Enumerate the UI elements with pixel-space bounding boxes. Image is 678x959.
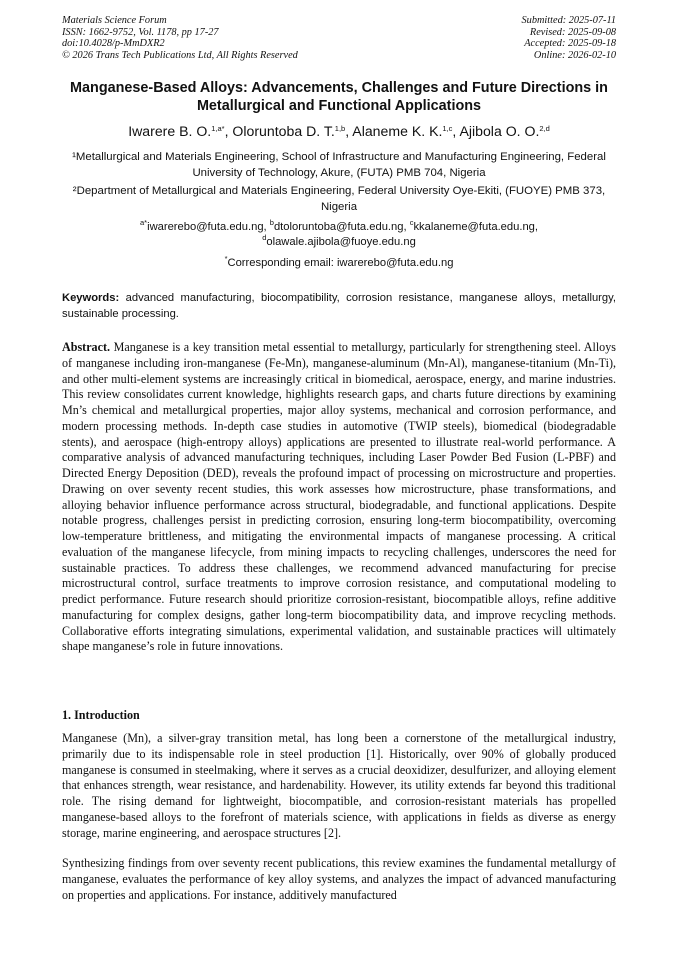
introduction-paragraph-1: Manganese (Mn), a silver-gray transition metal, has long been a cornerstone of the metallurgical industry, primarily due to its indispensable role in steel production [1]. Historically, over 90% of globally produced manganese is consumed in steelmaking, where it serves as a crucial deoxidizer, desulfurizer, and alloying element that enhances strength, wear resistance, and hardenability. However, its utility extends far beyond this traditional role. The rising demand for lightweight, biocompatible, and corrosion-resistant materials has propelled manganese-based alloys to the forefront of materials science, with applications in fields as diverse as energy storage, marine engineering, and aerospace structures [2]. [62, 731, 616, 840]
paper-title: Manganese-Based Alloys: Advancements, Challenges and Future Directions in Metallurgical and Functional Applications [70, 80, 608, 114]
keywords-label: Keywords: [62, 292, 120, 304]
affiliation-1: ¹Metallurgical and Materials Engineering, School of Infrastructure and Manufacturing Engineering, Federal University of Technology, Akure, (FUTA) PMB 704, Nigeria [72, 151, 606, 179]
submitted-date: Submitted: 2025-07-11 [521, 15, 616, 26]
author: Alaneme K. K.$^{1,c}$, [352, 123, 460, 139]
email: $^{a*}$iwarerebo@futa.edu.ng, [139, 218, 270, 233]
issn: ISSN: 1662-9752, Vol. 1178, pp 17-27 [62, 26, 219, 38]
copyright: © 2026 Trans Tech Publications Ltd, All Rights Reserved [62, 49, 298, 61]
keywords-text: advanced manufacturing, biocompatibility, corrosion resistance, manganese alloys, metallurgy, sustainable processing. [62, 292, 616, 320]
email: $^c$kkalaneme@futa.edu.ng, [409, 218, 539, 233]
abstract [62, 340, 616, 655]
introduction-paragraph-2: Synthesizing findings from over seventy recent publications, this review examines the fundamental metallurgy of manganese, evaluates the performance of key alloy systems, and analyzes the impact of advanced manufacturing on properties and applications. For instance, additively manufactured [62, 856, 616, 902]
journal-info [62, 15, 298, 61]
email: $^d$olawale.ajibola@fuoye.edu.ng [262, 232, 416, 248]
section-heading-introduction: 1. Introduction [62, 708, 140, 722]
author-emails [62, 220, 616, 249]
doi: doi:10.4028/p-MmDXR2 [62, 38, 165, 50]
accepted-date: Accepted: 2025-09-18 [524, 38, 616, 50]
journal-name: Materials Science Forum [62, 15, 167, 26]
publication-dates [522, 15, 616, 61]
corresponding-email: *Corresponding email: iwarerebo@futa.edu.ng [224, 254, 454, 269]
abstract-text: Manganese is a key transition metal essential to metallurgy, particularly for strengthening steel. Alloys of manganese including iron-manganese (Fe-Mn), manganese-aluminum (Mn-Al), manganese-titanium (Mn-Ti), and other multi-element systems are increasingly critical in biomedical, aerospace, energy, and marine industries. This review consolidates current knowledge, highlights research gaps, and charts future directions by examining Mn’s chemical and metallurgical properties, major alloy systems, mechanical and corrosion performance, and modern processing methods. In-depth case studies in automotive (TWIP steels), biomedical (biodegradable stents), and aerospace (high-entropy alloys) applications are presented to illustrate real-world performance. A comparative analysis of advanced manufacturing techniques, including Laser Powder Bed Fusion (L-PBF) and Directed Energy Deposition (DED), reveals the profound impact of processing on microstructure and properties. Drawing on over seventy recent studies, this work assesses how microstructure, phase transformations, and alloying behavior influence performance across structural, biodegradable, and functional applications. Despite notable progress, challenges persist in predicting corrosion, ensuring long-term biocompatibility, overcoming low-temperature brittleness, and mitigating the environmental impacts of manganese processing. A critical evaluation of the manganese lifecycle, from mining impacts to recycling challenges, underscores the need for sustainable practices. To address these challenges, we recommend advanced manufacturing for precise microstructural control, surface treatments to improve corrosion resistance, and computational modeling to predict performance. Future research should prioritize corrosion-resistant, biocompatible alloys, refine additive manufacturing for complex designs, gather long-term biocompatibility data, and improve recycling methods. Collaborative efforts integrating simulations, experimental validation, and sustainable practices will ultimately shape manganese’s role in future innovations. [62, 340, 616, 654]
abstract-label: Abstract. [62, 340, 111, 354]
revised-date: Revised: 2025-09-08 [529, 26, 616, 38]
author-list [62, 122, 616, 140]
email: $^b$dtoloruntoba@futa.edu.ng, [269, 218, 410, 233]
affiliation-2: ²Department of Metallurgical and Materials Engineering, Federal University Oye-Ekiti, (FUOYE) PMB 373, Nigeria [72, 185, 606, 213]
author: Ajibola O. O.$^{2,d}$ [459, 123, 550, 139]
author: Oloruntoba D. T.$^{1,b}$, [232, 123, 353, 139]
author: Iwarere B. O.$^{1,a*}$, [128, 123, 233, 139]
keywords [62, 291, 616, 322]
online-date: Online: 2026-02-10 [533, 49, 616, 61]
